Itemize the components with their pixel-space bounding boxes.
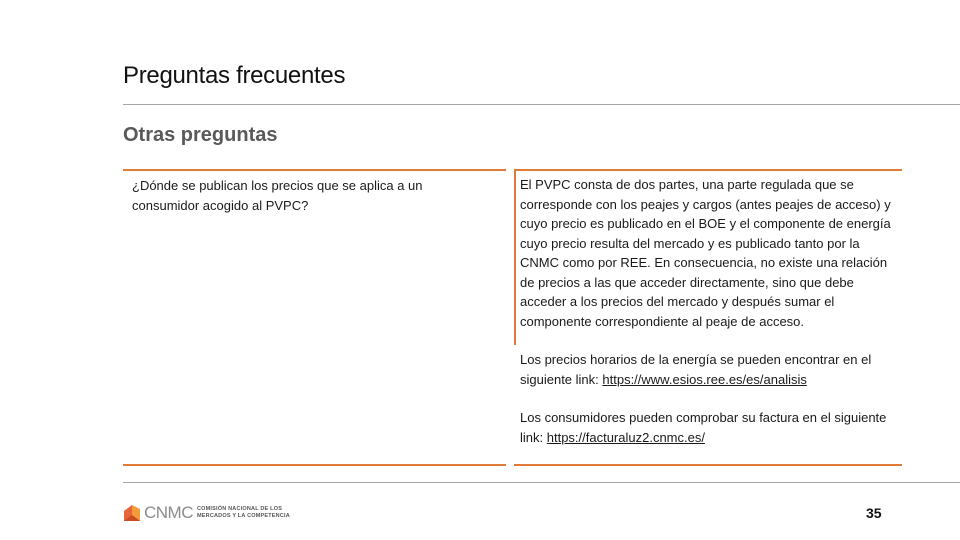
table-top-rule-left [123,169,506,171]
table-bottom-rule-right [514,464,902,466]
answer-paragraph-2-text: Los precios horarios de la energía se pueden encontrar en el siguiente link: [520,352,872,387]
esios-link[interactable]: https://www.esios.ree.es/es/analisis [602,371,807,387]
cnmc-logo [124,503,290,523]
page-title: Preguntas frecuentes [123,62,346,89]
answer-paragraph-1: El PVPC consta de dos partes, una parte regulada que se corresponde con los peajes y cargos (antes peajes de acceso) y cuyo precio es publicado en el BOE y el componente de energía cuyo precio resulta del mercado y es publicado tanto por la CNMC como por REE. En consecuencia, no existe una relación de precios a las que acceder directamente, sino que debe acceder a los precios del mercado y después sumar el componente correspondiente al peaje de acceso. [520,177,891,329]
answer-paragraph-2 [520,350,896,389]
table-top-rule-right [514,169,902,171]
section-title: Otras preguntas [123,124,278,146]
logo-caption-line-1: COMISIÓN NACIONAL DE LOS [197,506,283,512]
title-divider [123,104,960,105]
column-divider [514,169,516,345]
footer-divider [123,482,960,483]
logo-letters: CNMC [144,503,193,522]
table-bottom-rule-left [123,464,506,466]
page-number: 35 [866,505,882,521]
answer-paragraph-3 [520,408,896,447]
faq-table [123,169,902,466]
logo-caption-line-2: MERCADOS Y LA COMPETENCIA [197,513,290,519]
cnmc-logo-mark-icon [124,505,142,521]
faq-question: ¿Dónde se publican los precios que se aplica a un consumidor acogido al PVPC? [132,178,423,213]
facturaluz-link[interactable]: https://facturaluz2.cnmc.es/ [546,429,705,445]
logo-caption [197,506,290,520]
faq-answer [520,175,896,447]
answer-paragraph-3-text: Los consumidores pueden comprobar su factura en el siguiente link: [520,410,887,445]
